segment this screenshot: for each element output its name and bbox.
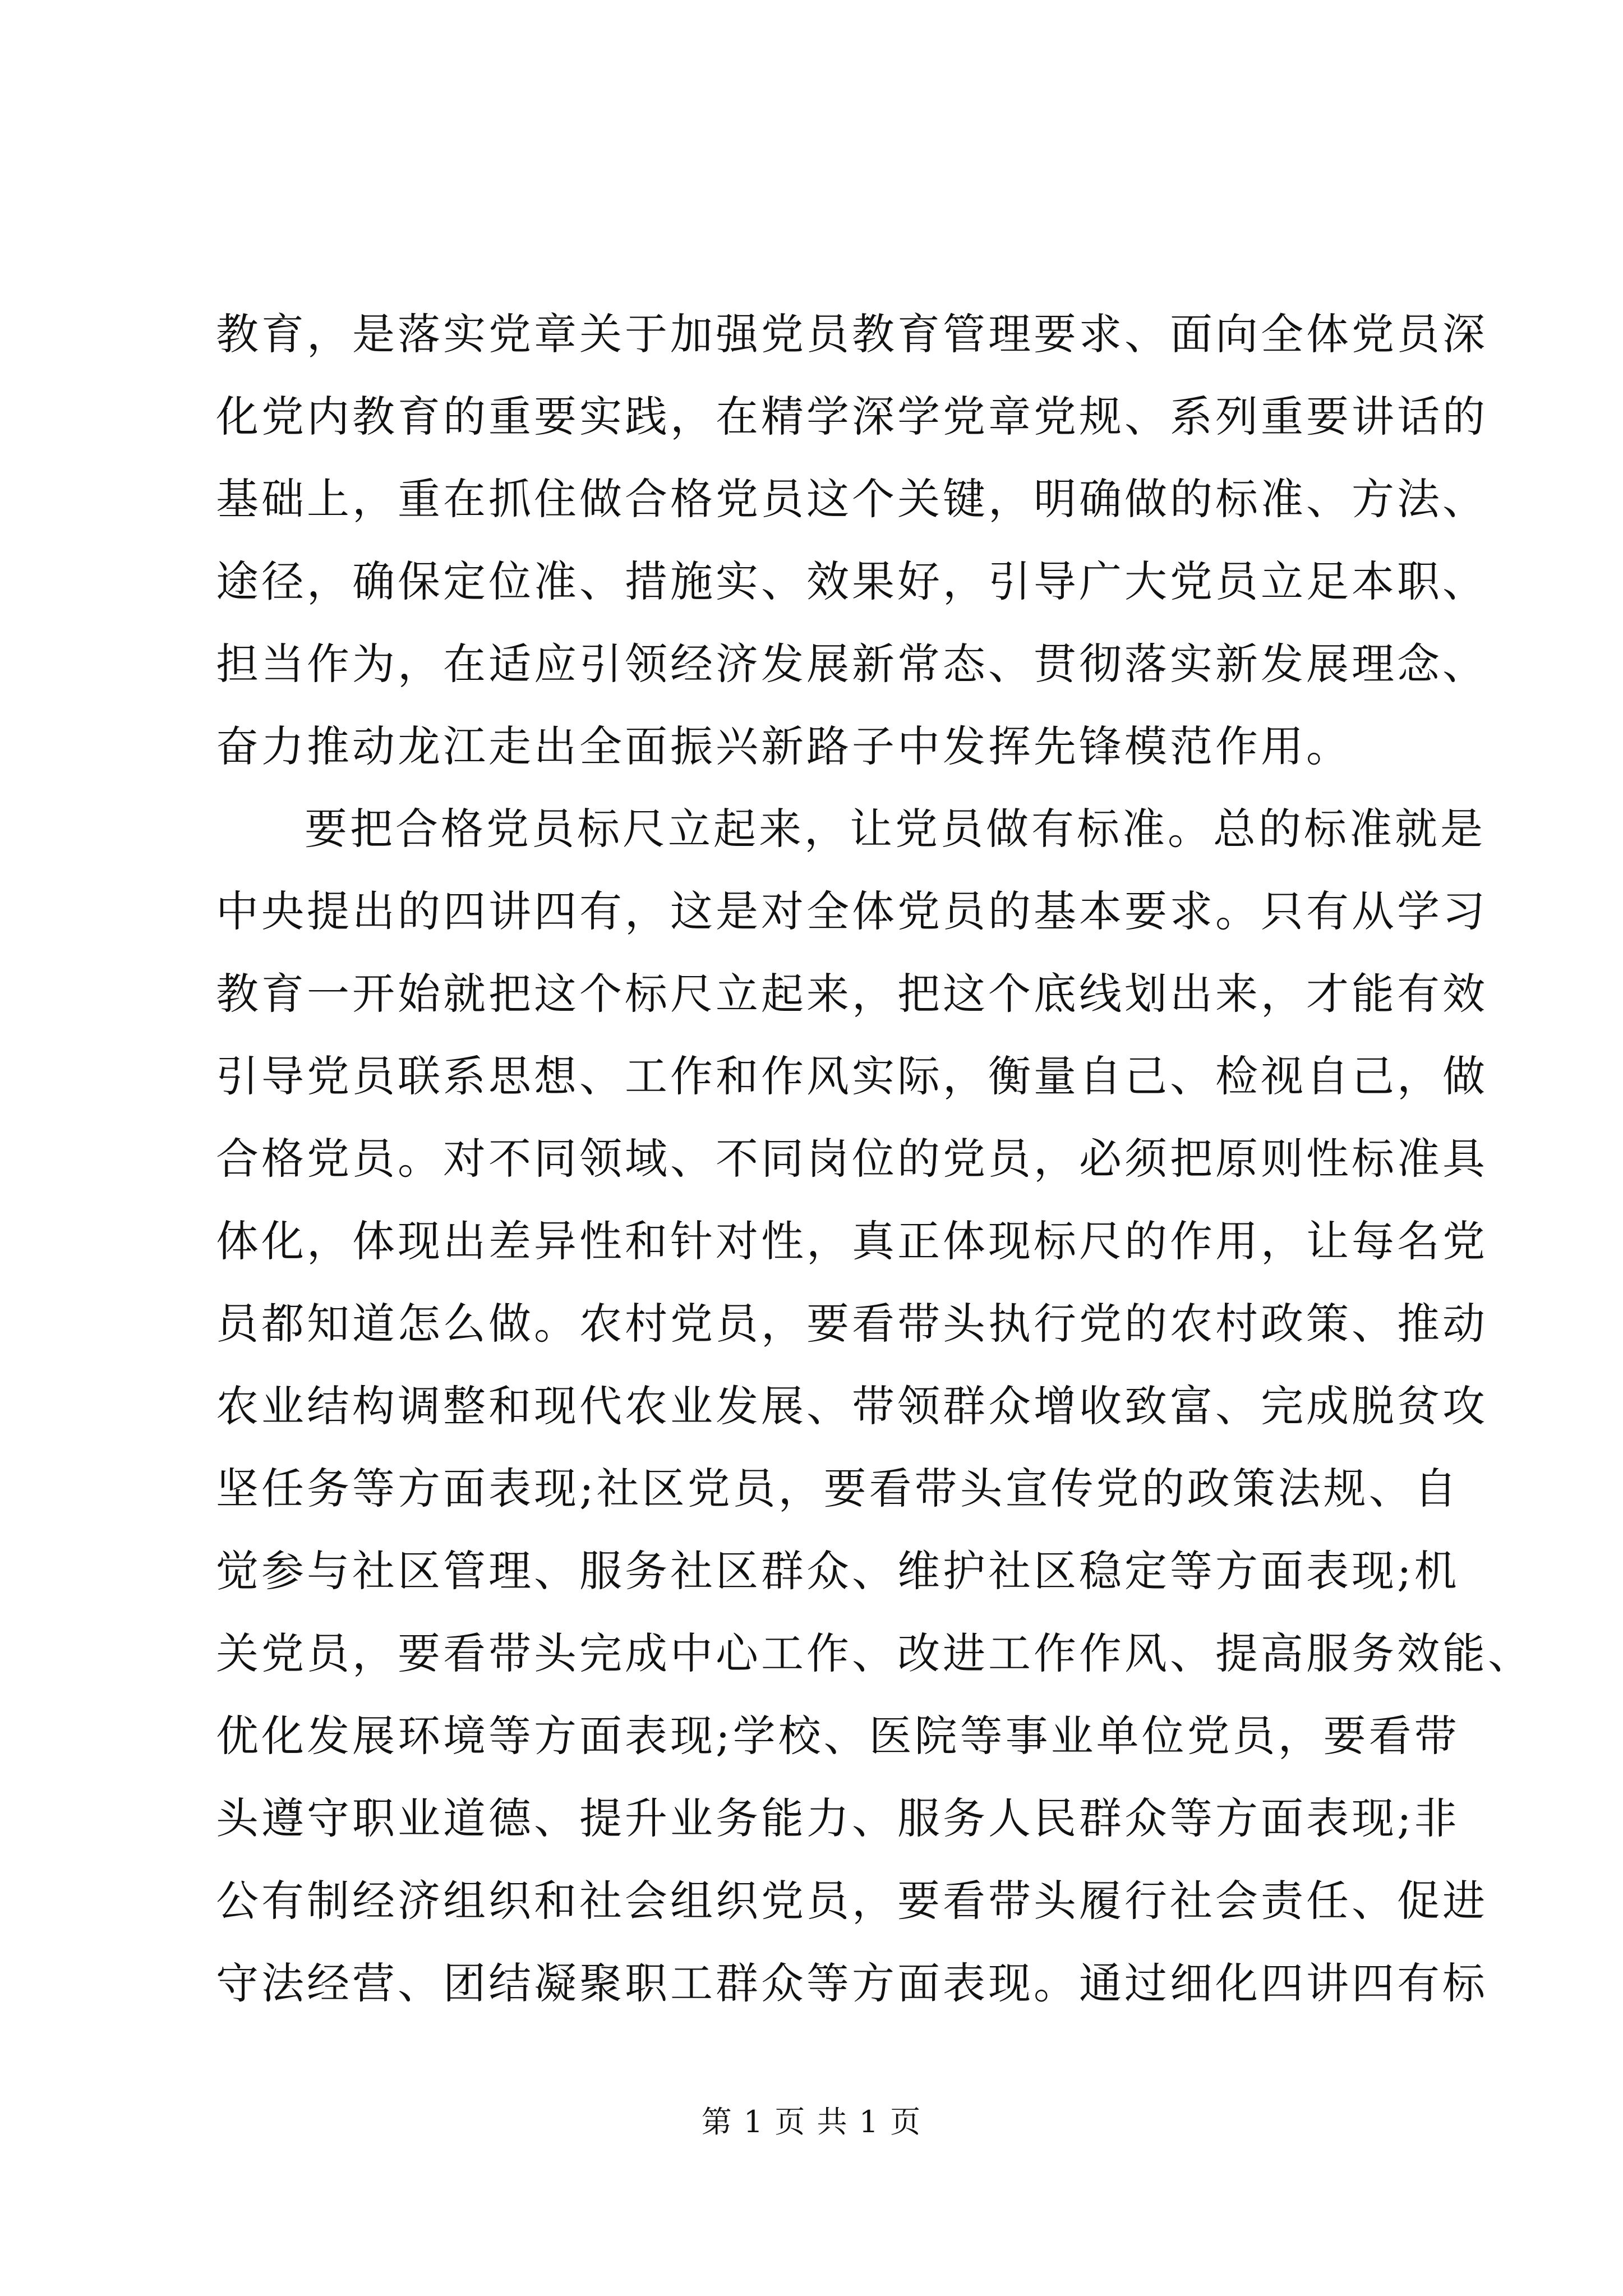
text-line: 途径，确保定位准、措施实、效果好，引导广大党员立足本职、 <box>216 556 1488 606</box>
text-line: 守法经营、团结凝聚职工群众等方面表现。通过细化四讲四有标 <box>216 1958 1488 2008</box>
page-footer: 第 1 页 共 1 页 <box>701 2104 922 2139</box>
text-line: 关党员，要看带头完成中心工作、改进工作作风、提高服务效能、 <box>216 1628 1533 1678</box>
text-line: 担当作为，在适应引领经济发展新常态、贯彻落实新发展理念、 <box>216 639 1488 689</box>
text-line: 中央提出的四讲四有，这是对全体党员的基本要求。只有从学习 <box>216 886 1488 936</box>
text-line: 化党内教育的重要实践，在精学深学党章党规、系列重要讲话的 <box>216 392 1488 441</box>
text-line: 教育一开始就把这个标尺立起来，把这个底线划出来，才能有效 <box>216 969 1488 1019</box>
text-line: 体化，体现出差异性和针对性，真正体现标尺的作用，让每名党 <box>216 1216 1488 1266</box>
text-line: 头遵守职业道德、提升业务能力、服务人民群众等方面表现;非 <box>216 1793 1460 1843</box>
text-line: 员都知道怎么做。农村党员，要看带头执行党的农村政策、推动 <box>216 1299 1488 1349</box>
text-line: 觉参与社区管理、服务社区群众、维护社区稳定等方面表现;机 <box>216 1546 1460 1596</box>
text-line: 优化发展环境等方面表现;学校、医院等事业单位党员，要看带 <box>216 1711 1460 1761</box>
text-line: 公有制经济组织和社会组织党员，要看带头履行社会责任、促进 <box>216 1876 1488 1926</box>
body-text <box>216 293 1533 2024</box>
text-line: 坚任务等方面表现;社区党员，要看带头宣传党的政策法规、自 <box>216 1464 1460 1513</box>
text-line: 奋力推动龙江走出全面振兴新路子中发挥先锋模范作用。 <box>216 721 1352 771</box>
text-line: 教育，是落实党章关于加强党员教育管理要求、面向全体党员深 <box>216 309 1488 359</box>
paragraph-first-line: 要把合格党员标尺立起来，让党员做有标准。总的标准就是 <box>305 804 1486 854</box>
text-line: 合格党员。对不同领域、不同岗位的党员，必须把原则性标准具 <box>216 1134 1488 1184</box>
text-line: 引导党员联系思想、工作和作风实际，衡量自己、检视自己，做 <box>216 1051 1488 1101</box>
text-line: 农业结构调整和现代农业发展、带领群众增收致富、完成脱贫攻 <box>216 1381 1488 1431</box>
text-line: 基础上，重在抓住做合格党员这个关键，明确做的标准、方法、 <box>216 474 1488 524</box>
